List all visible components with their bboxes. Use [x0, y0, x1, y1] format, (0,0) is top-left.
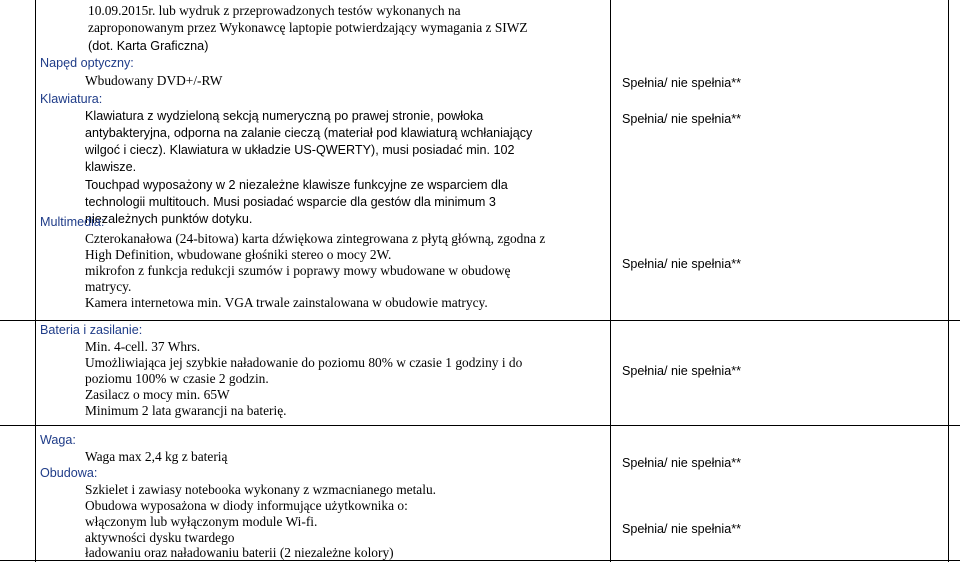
- compliance-status: Spełnia/ nie spełnia**: [622, 76, 742, 90]
- compliance-status: Spełnia/ nie spełnia**: [622, 456, 742, 470]
- section-heading-battery: Bateria i zasilanie:: [40, 323, 143, 337]
- spec-line: klawisze.: [85, 160, 137, 174]
- spec-line: ładowaniu oraz naładowaniu baterii (2 niezależne kolory): [85, 545, 394, 560]
- spec-line: niezależnych punktów dotyku.: [85, 212, 253, 226]
- spec-line: Szkielet i zawiasy notebooka wykonany z wzmacnianego metalu.: [85, 482, 437, 497]
- spec-line: Umożliwiająca jej szybkie naładowanie do poziomu 80% w czasie 1 godziny i do: [85, 355, 523, 370]
- spec-line: Obudowa wyposażona w diody informujące użytkownika o:: [85, 498, 408, 513]
- row-divider: [0, 425, 960, 426]
- spec-line: Min. 4-cell. 37 Whrs.: [85, 339, 201, 354]
- spec-line: poziomu 100% w czasie 2 godzin.: [85, 371, 269, 386]
- spec-line: Zasilacz o mocy min. 65W: [85, 387, 230, 402]
- compliance-status: Spełnia/ nie spełnia**: [622, 522, 742, 536]
- spec-line: Klawiatura z wydzieloną sekcją numeryczną po prawej stronie, powłoka: [85, 109, 484, 123]
- section-heading-weight: Waga:: [40, 433, 76, 447]
- spec-line: (dot. Karta Graficzna): [88, 39, 209, 53]
- section-heading-optical-drive: Napęd optyczny:: [40, 56, 134, 70]
- spec-line: aktywności dysku twardego: [85, 530, 235, 545]
- section-heading-casing: Obudowa:: [40, 466, 98, 480]
- spec-line: Czterokanałowa (24-bitowa) karta dźwiękowa zintegrowana z płytą główną, zgodna z: [85, 231, 546, 246]
- spec-line: antybakteryjna, odporna na zalanie cieczą (materiał pod klawiaturą wchłaniający: [85, 126, 533, 140]
- section-heading-multimedia: Multimedia:: [40, 215, 105, 229]
- spec-line: Touchpad wyposażony w 2 niezależne klawisze funkcyjne ze wsparciem dla: [85, 178, 508, 192]
- spec-line: matrycy.: [85, 279, 132, 294]
- spec-line: włączonym lub wyłączonym module Wi-fi.: [85, 514, 318, 529]
- spec-line: Kamera internetowa min. VGA trwale zainstalowana w obudowie matrycy.: [85, 295, 488, 310]
- compliance-status: Spełnia/ nie spełnia**: [622, 257, 742, 271]
- table-border-right: [948, 0, 949, 562]
- spec-line: wilgoć i ciecz). Klawiatura w układzie US-QWERTY), musi posiadać min. 102: [85, 143, 515, 157]
- section-heading-keyboard: Klawiatura:: [40, 92, 103, 106]
- spec-line: Wbudowany DVD+/-RW: [85, 73, 223, 88]
- spec-line: mikrofon z funkcja redukcji szumów i poprawy mowy wbudowane w obudowę: [85, 263, 511, 278]
- compliance-status: Spełnia/ nie spełnia**: [622, 112, 742, 126]
- compliance-status: Spełnia/ nie spełnia**: [622, 364, 742, 378]
- spec-line: High Definition, wbudowane głośniki stereo o mocy 2W.: [85, 247, 392, 262]
- spec-line: Waga max 2,4 kg z baterią: [85, 449, 228, 464]
- table-border-left: [35, 0, 36, 562]
- spec-line: technologii multitouch. Musi posiadać wsparcie dla gestów dla minimum 3: [85, 195, 496, 209]
- spec-line: Minimum 2 lata gwarancji na baterię.: [85, 403, 287, 418]
- table-border-middle: [610, 0, 611, 562]
- row-divider: [0, 320, 960, 321]
- spec-line: 10.09.2015r. lub wydruk z przeprowadzonych testów wykonanych na: [88, 3, 461, 18]
- spec-line: zaproponowanym przez Wykonawcę laptopie potwierdzający wymagania z SIWZ: [88, 20, 528, 35]
